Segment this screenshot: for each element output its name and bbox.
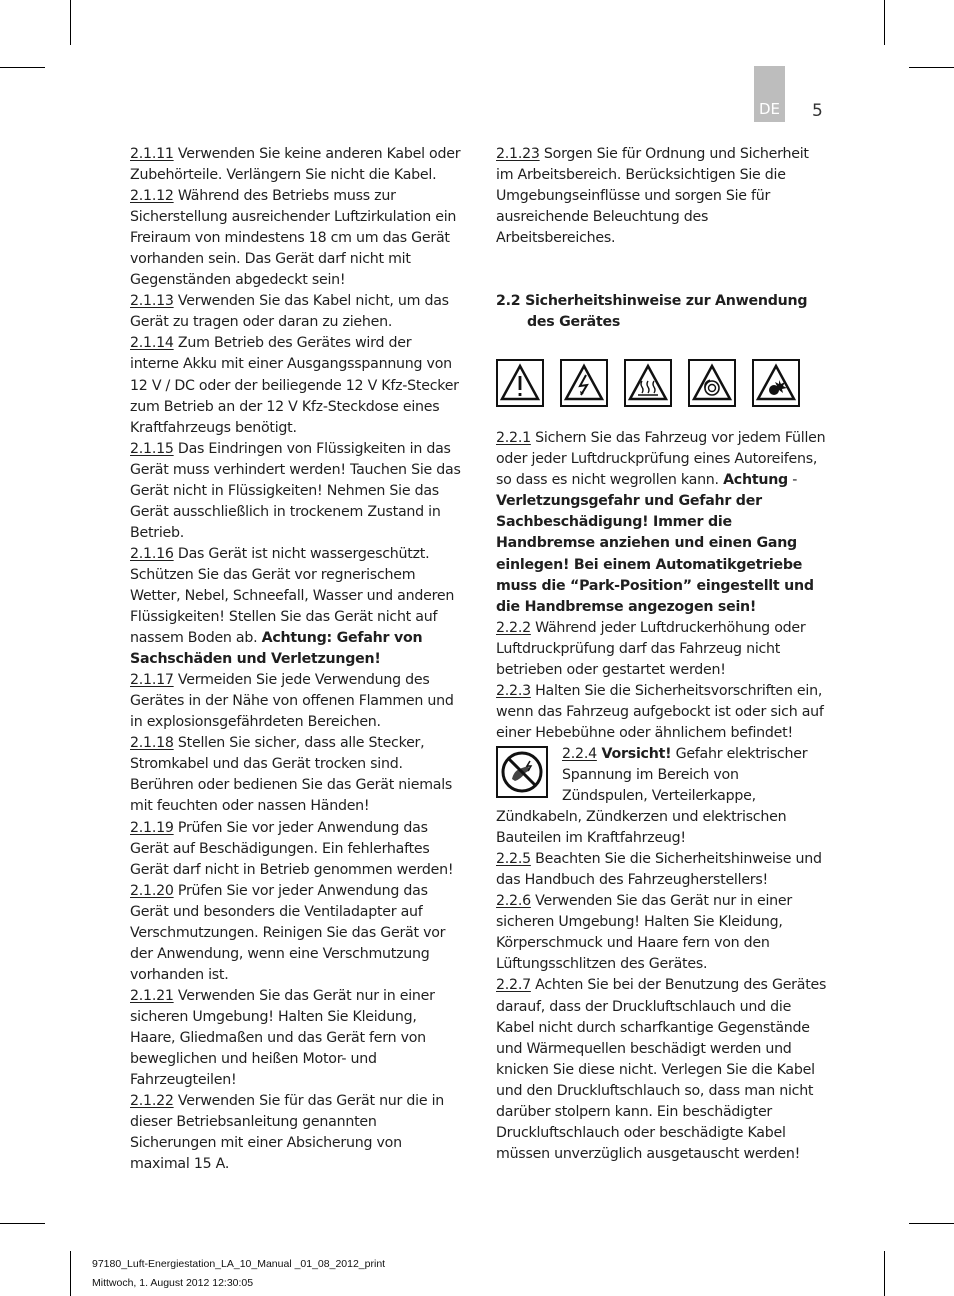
- crop-mark: [884, 0, 885, 45]
- paragraph-2-2-5: 2.2.5 Beachten Sie die Sicherheitshinweise und das Handbuch des Fahrzeugherstellers!: [496, 851, 822, 889]
- paragraph-2-2-1: 2.2.1 Sichern Sie das Fahrzeug vor jedem Füllen oder jeder Luftdruckprüfung eines Autoreifens, so dass es nicht wegrollen kann. Achtung - Verletzungsgefahr und Gefahr der Sachbeschädigung! Immer die Handbremse anziehen und einen Gang einlegen! Bei einem Automatikgetriebe muss die “Park-Position” eingestellt und die Handbremse angezogen sein!: [496, 430, 826, 615]
- paragraph-2-2-7: 2.2.7 Achten Sie bei der Benutzung des Gerätes darauf, dass der Druckluftschlauch und die Kabel nicht durch scharfkantige Gegenstände und Wärmequellen beschädigt werden und knicken Sie diese nicht. Verlegen Sie die Kabel und den Druckluftschlauch so, dass man nicht darüber stolpern kann. Ein beschädigter Druckluftschlauch oder beschädigte Kabel müssen unverzüglich ausgetauscht werden!: [496, 977, 827, 1162]
- warning-triangle-icon: [496, 359, 544, 407]
- print-footer: [92, 1255, 385, 1293]
- no-touch-spark-plug-icon: [496, 746, 548, 798]
- paragraph-2-1-18: 2.1.18 Stellen Sie sicher, dass alle Stecker, Stromkabel und das Gerät trocken sind. Berühren oder bedienen Sie das Gerät niemals mit feuchten oder nassen Händen!: [130, 735, 453, 815]
- left-column: [130, 144, 462, 1175]
- paragraph-2-1-23: 2.1.23 Sorgen Sie für Ordnung und Sicherheit im Arbeitsbereich. Berücksichtigen Sie die Umgebungseinflüsse und sorgen Sie für ausreichende Beleuchtung des Arbeitsbereiches.: [496, 146, 809, 247]
- paragraph-2-1-17: 2.1.17 Vermeiden Sie jede Verwendung des Gerätes in der Nähe von offenen Flammen und in explosionsgefährdeten Bereichen.: [130, 672, 454, 731]
- paragraph-2-2-3: 2.2.3 Halten Sie die Sicherheitsvorschriften ein, wenn das Fahrzeug aufgebockt ist oder sich auf einer Hebebühne oder ähnlichem befindet!: [496, 682, 824, 741]
- crop-mark: [0, 67, 45, 68]
- paragraph-2-1-19: 2.1.19 Prüfen Sie vor jeder Anwendung das Gerät auf Beschädigungen. Ein fehlerhaftes Gerät darf nicht in Betrieb genommen werden!: [130, 819, 454, 878]
- paragraph-2-1-14: 2.1.14 Zum Betrieb des Gerätes wird der interne Akku mit einer Ausgangsspannung von 12 V / DC oder der beiliegende 12 V Kfz-Stecker zum Betrieb an der 12 V Kfz-Steckdose eines Kraftfahrzeugs benötigt.: [130, 335, 459, 436]
- electric-shock-icon: [560, 359, 608, 407]
- crop-mark: [70, 1251, 71, 1296]
- paragraph-2-2-6: 2.2.6 Verwenden Sie das Gerät nur in einer sicheren Umgebung! Halten Sie Kleidung, Körperschmuck und Haare fern von den Lüftungsschlitzen des Gerätes.: [496, 893, 792, 973]
- crop-mark: [909, 67, 954, 68]
- section-heading: 2.2 Sicherheitshinweise zur Anwendung des Gerätes: [496, 293, 808, 331]
- crop-mark: [884, 1251, 885, 1296]
- crop-mark: [0, 1223, 45, 1224]
- paragraph-2-1-16: 2.1.16 Das Gerät ist nicht wassergeschützt. Schützen Sie das Gerät vor regnerischem Wetter, Nebel, Schneefall, Wasser und anderen Flüssigkeiten! Stellen Sie das Gerät nicht auf nassem Boden ab. Achtung: Gefahr von Sachschäden und Verletzungen!: [130, 545, 455, 668]
- language-tab: [754, 66, 785, 122]
- paragraph-2-1-11: 2.1.11 Verwenden Sie keine anderen Kabel oder Zubehörteile. Verlängern Sie nicht die Kabel.: [130, 146, 461, 184]
- footer-filename: 97180_Luft-Energiestation_LA_10_Manual _01_08_2012_print: [92, 1258, 386, 1270]
- paragraph-2-1-22: 2.1.22 Verwenden Sie für das Gerät nur die in dieser Betriebsanleitung genannten Sicherungen mit einer Absicherung von maximal 15 A.: [130, 1093, 445, 1173]
- paragraph-2-1-15: 2.1.15 Das Eindringen von Flüssigkeiten in das Gerät muss verhindert werden! Tauchen Sie das Gerät nicht in Flüssigkeiten! Nehmen Sie das Gerät ausschließlich in trockenem Zustand in Betrieb.: [130, 440, 461, 541]
- entanglement-icon: [688, 359, 736, 407]
- footer-timestamp: Mittwoch, 1. August 2012 12:30:05: [92, 1277, 254, 1289]
- language-label: DE: [758, 100, 781, 118]
- crop-mark: [909, 1223, 954, 1224]
- paragraph-2-2-2: 2.2.2 Während jeder Luftdruckerhöhung oder Luftdruckprüfung darf das Fahrzeug nicht betrieben oder gestartet werden!: [496, 619, 806, 678]
- hot-surface-icon: [624, 359, 672, 407]
- paragraph-2-1-20: 2.1.20 Prüfen Sie vor jeder Anwendung das Gerät und besonders die Ventiladapter auf Verschmutzungen. Reinigen Sie das Gerät vor der Anwendung, wenn eine Verschmutzung vorhanden ist.: [130, 882, 446, 983]
- paragraph-2-2-4: 2.2.4 Vorsicht! Gefahr elektrischer Spannung im Bereich von Zündspulen, Verteilerkappe, Zündkabeln, Zündkerzen und elektrischen Bauteilen im Kraftfahrzeug!: [496, 745, 808, 847]
- explosion-icon: [752, 359, 800, 407]
- crop-mark: [70, 0, 71, 45]
- paragraph-2-1-13: 2.1.13 Verwenden Sie das Kabel nicht, um das Gerät zu tragen oder daran zu ziehen.: [130, 293, 449, 331]
- paragraph-2-1-12: 2.1.12 Während des Betriebs muss zur Sicherstellung ausreichender Luftzirkulation ein Freiraum von mindestens 18 cm um das Gerät vorhanden sein. Das Gerät darf nicht mit Gegenständen abgedeckt sein!: [130, 188, 457, 289]
- right-column: [496, 144, 828, 1165]
- page-number: 5: [812, 101, 823, 121]
- warning-icons-row: [496, 359, 828, 407]
- paragraph-2-1-21: 2.1.21 Verwenden Sie das Gerät nur in einer sicheren Umgebung! Halten Sie Kleidung, Haare, Gliedmaßen und das Gerät fern von beweglichen und heißen Motor- und Fahrzeugteilen!: [130, 987, 435, 1089]
